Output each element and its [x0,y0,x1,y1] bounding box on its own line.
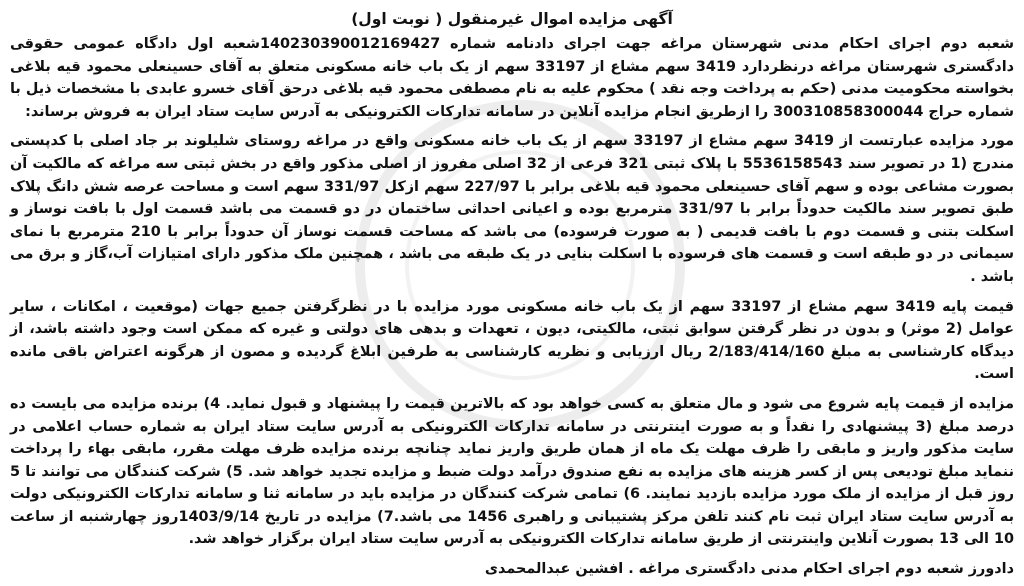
auction-item-paragraph: مورد مزایده عبارتست از 3419 سهم مشاع از 33197 سهم از یک باب خانه مسکونی واقع در مراغه روستای شلیلوند بر جاد اصلی با کدپستی مندرج (1 در تصویر سند 5536158543 با پلاک ثبتی 321 فرعی از 32 اصلی مفروز از اصلی مذکور واقع در بخش ثبتی سه مراغه که مالکیت آن بصورت مشاعی بوده و سهم آقای حسینعلی محمود قیه بلاغی برابر با 227/97 سهم ازکل 331/97 سهم است و مساحت عرصه شش دانگ پلاک طبق تصویر سند مالکیت حدوداً برابر با 331/97 مترمربع بوده و اعیانی احداثی ساختمان در دو قسمت می باشد قسمت اول با بافت نوساز و اسکلت بتنی و قسمت دوم با بافت قدیمی ( به صورت فرسوده) می باشد که مساحت قسمت نوساز آن حدوداً برابر با 210 مترمربع با نمای سیمانی در دو طبقه است و قسمت های فرسوده با اسکلت بنایی در یک طبقه می باشد ، همچنین ملک مذکور دارای امتیازات آب،گاز و برق می باشد . [10,133,1014,285]
base-price-paragraph: قیمت پایه 3419 سهم مشاع از 33197 سهم از یک باب خانه مسکونی مورد مزایده با در نظرگرفتن جمیع جهات (موقعیت ، امکانات ، سایر عوامل (2 موثر) و بدون در نظر گرفتن سوابق ثبتی، مالکیتی، دیون ، تعهدات و بدهی های دولتی و غیره که ممکن است وجود داشته باشد، از دیدگاه کارشناسی به مبلغ 2/183/414/160 ریال ارزیابی و نظریه کارشناسی به طرفین ابلاغ گردیده و مصون از هرگونه اعتراض باقی مانده است. [10,298,1014,383]
signature-line: دادورز شعبه دوم اجرای احکام مدنی دادگستری مراغه . افشین عبدالمحمدی [484,561,1014,578]
notice-body [10,8,1014,581]
intro-paragraph: شعبه دوم اجرای احکام مدنی شهرستان مراغه جهت اجرای دادنامه شماره 140230390012169427شعبه اول دادگاه عمومی حقوقی دادگستری شهرستان مراغه درنظردارد 3419 سهم مشاع از 33197 سهم از یک باب خانه مسکونی متعلق به آقای حسینعلی محمود قیه بلاغی بخواسته محکومیت مدنی (حکم به پرداخت وجه نقد ) محکوم علیه به نام مصطفی محمود قیه بلاغی درحق آقای خسرو عابدی با مشخصات ذیل با شماره حراج 300310858300044 را ازطریق انجام مزایده آنلاین در سامانه تدارکات الکترونیکی به آدرس سایت ستاد ایران به فروش برساند: [10,36,1015,120]
terms-paragraph: مزایده از قیمت پایه شروع می شود و مال متعلق به کسی خواهد بود که بالاترین قیمت را پیشنهاد و قبول نماید. 4) برنده مزایده می بایست ده درصد مبلغ (3 پیشنهادی را نقداً و به صورت اینترنتی در سامانه تدارکات الکترونیکی به آدرس سایت ستاد ایران به شماره حساب اعلامی در سایت مذکور واریز و مابقی را ظرف مهلت یک ماه از همان طریق واریز نماید چنانچه برنده مزایده ظرف مهلت مقرر، مابقی بهاء را پرداخت ننماید مبلغ تودیعی پس از کسر هزینه های مزایده به نفع صندوق درآمد دولت ضبط و مزایده تجدید خواهد شد. 5) شرکت کنندگان می توانند تا 5 روز قبل از مزایده از ملک مورد مزایده بازدید نمایند. 6) تمامی شرکت کنندگان در مزایده باید در سامانه ثنا و سامانه تدارکات الکترونیکی دولت به آدرس سایت ستاد ایران ثبت نام کنند تلفن مرکز پشتیبانی و راهبری 1456 می باشد.7) مزایده در تاریخ 1403/9/14روز چهارشنبه از ساعت 10 الی 13 بصورت آنلاین واینترنتی از طریق سامانه تدارکات الکترونیکی به آدرس سایت ستاد ایران برگزار خواهد شد. [10,395,1015,548]
notice-title: آگهی مزایده اموال غیرمنقول ( نوبت اول) [351,10,673,28]
